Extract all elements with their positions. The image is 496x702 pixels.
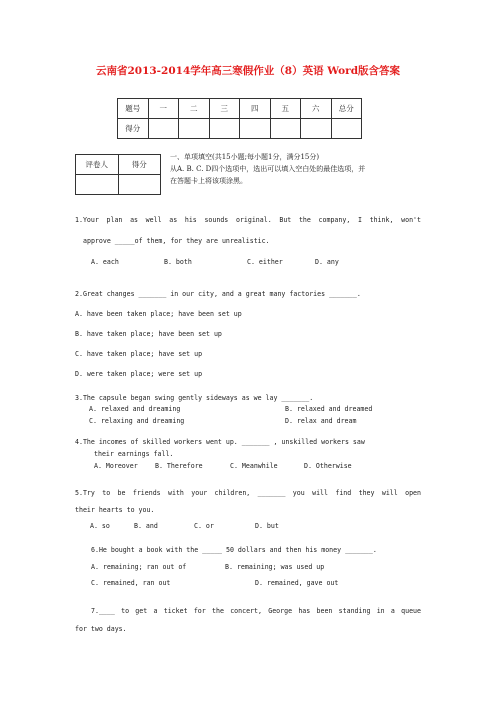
score-table-header-cell: 一: [148, 99, 179, 119]
question-5-option: C. or: [194, 522, 214, 530]
grader-label: 评卷人: [76, 155, 119, 175]
question-1-option: D. any: [315, 258, 339, 266]
question-2-option: C. have taken place; have set up: [75, 350, 203, 358]
question-6-option: C. remained, ran out: [91, 579, 171, 587]
question-1-stem: 1.Your plan as well as his sounds original. But the company, I think, won't: [75, 216, 421, 224]
grader-cell: [118, 175, 161, 195]
question-2-option: A. have been taken place; have been set up: [75, 310, 242, 318]
score-table-header-cell: 总分: [331, 99, 362, 119]
question-5-stem: 5.Try to be friends with your children, _______ you will find they will open: [75, 489, 421, 497]
grader-score-label: 得分: [118, 155, 161, 175]
score-cell: [270, 119, 301, 139]
score-table-header-cell: 二: [179, 99, 210, 119]
grader-cell: [76, 175, 119, 195]
question-4-stem: their earnings fall.: [94, 450, 174, 458]
question-2-option: B. have taken place; have been set up: [75, 330, 222, 338]
question-1-option: A. each: [91, 258, 119, 266]
question-4-option: D. Otherwise: [304, 462, 352, 470]
section-instruction: 在答题卡上将该项涂黑。: [170, 177, 247, 185]
score-table-header-cell: 五: [270, 99, 301, 119]
score-cell: [240, 119, 271, 139]
question-4-stem: 4.The incomes of skilled workers went up. _______ , unskilled workers saw: [75, 438, 365, 446]
score-table-header-cell: 四: [240, 99, 271, 119]
question-1-option: C. either: [247, 258, 283, 266]
question-3-option: D. relax and dream: [285, 417, 357, 425]
question-3-stem: 3.The capsule began swing gently sideways as we lay _______.: [75, 394, 314, 402]
section-heading: 一、单项填空(共15小题;每小题1分，满分15分): [170, 153, 320, 161]
question-5-stem: their hearts to you.: [75, 506, 155, 514]
question-1-option: B. both: [164, 258, 192, 266]
score-table-header-cell: 三: [209, 99, 240, 119]
score-table-header-row: [118, 99, 362, 119]
question-6-stem: 6.He bought a book with the _____ 50 dollars and then his money _______.: [91, 546, 377, 554]
question-3-option: B. relaxed and dreamed: [285, 405, 373, 413]
score-table-header-cell: 题号: [118, 99, 149, 119]
score-table: [117, 98, 362, 139]
document-title: 云南省2013-2014学年高三寒假作业（8）英语 Word版含答案: [95, 65, 401, 77]
score-cell: [148, 119, 179, 139]
question-3-option: C. relaxing and dreaming: [89, 417, 185, 425]
question-3-option: A. relaxed and dreaming: [89, 405, 181, 413]
question-5-option: B. and: [134, 522, 158, 530]
question-5-option: D. but: [255, 522, 279, 530]
section-instruction: 从A. B. C. D四个选项中，选出可以填入空白处的最佳选项，并: [170, 165, 366, 173]
score-table-header-cell: 六: [301, 99, 332, 119]
question-4-option: B. Therefore: [155, 462, 203, 470]
question-7-stem: for two days.: [75, 625, 127, 633]
score-cell: [209, 119, 240, 139]
question-6-option: D. remained, gave out: [255, 579, 339, 587]
question-2-option: D. were taken place; were set up: [75, 370, 203, 378]
question-6-option: A. remaining; ran out of: [91, 563, 187, 571]
question-6-option: B. remaining; was used up: [225, 563, 325, 571]
question-7-stem: 7.____ to get a ticket for the concert, George has been standing in a queue: [91, 607, 421, 615]
question-4-option: A. Moreover: [94, 462, 138, 470]
score-table-score-row: [118, 119, 362, 139]
grader-table: [75, 154, 161, 195]
score-row-label: 得分: [118, 119, 149, 139]
question-4-option: C. Meanwhile: [230, 462, 278, 470]
score-cell: [301, 119, 332, 139]
score-cell: [331, 119, 362, 139]
question-2-stem: 2.Great changes _______ in our city, and a great many factories _______.: [75, 290, 361, 298]
question-1-stem: approve _____of them, for they are unrealistic.: [83, 237, 270, 245]
score-cell: [179, 119, 210, 139]
question-5-option: A. so: [90, 522, 110, 530]
